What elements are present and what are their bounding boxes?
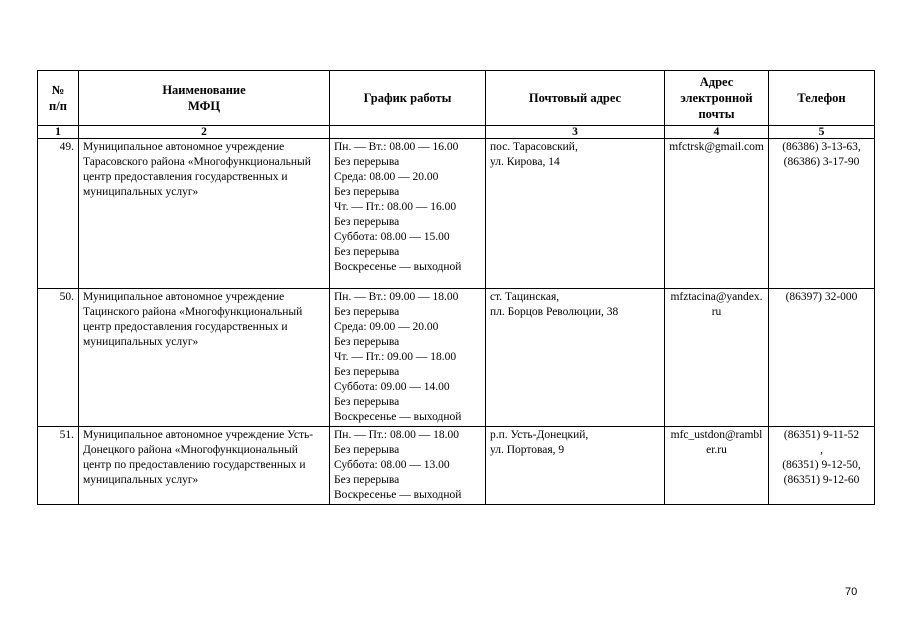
row-number: 50. bbox=[38, 289, 79, 427]
schedule-line: Среда: 08.00 — 20.00 bbox=[334, 171, 439, 183]
schedule-cell bbox=[330, 139, 486, 289]
column-number: 1 bbox=[38, 126, 79, 139]
email-cell: mfztacina@yandex.ru bbox=[665, 289, 769, 427]
header-address bbox=[486, 71, 665, 126]
phone-line: (86351) 9-11-52 bbox=[783, 429, 860, 441]
phone-line: (86386) 3-13-63, bbox=[782, 141, 861, 153]
schedule-cell bbox=[330, 427, 486, 505]
phone-line: (86386) 3-17-90 bbox=[783, 156, 860, 168]
schedule-line: Воскресенье — выходной bbox=[334, 261, 462, 273]
mfc-name: Муниципальное автономное учреждение Тацинского района «Многофункциональный центр предоставления государственных и муниципальных услуг» bbox=[79, 289, 330, 427]
header-name bbox=[79, 71, 330, 126]
phone-line: (86351) 9-12-60 bbox=[783, 474, 860, 486]
column-number: 5 bbox=[769, 126, 875, 139]
schedule-line: Чт. — Пт.: 08.00 — 16.00 bbox=[334, 201, 457, 213]
schedule-line: Без перерыва bbox=[334, 444, 400, 456]
address-cell bbox=[486, 427, 665, 505]
header-schedule bbox=[330, 71, 486, 126]
address-line: р.п. Усть-Донецкий, bbox=[490, 429, 589, 441]
schedule-line: Среда: 09.00 — 20.00 bbox=[334, 321, 439, 333]
schedule-line: Без перерыва bbox=[334, 474, 400, 486]
header-phone-text: Телефон bbox=[797, 91, 846, 105]
column-number: 4 bbox=[665, 126, 769, 139]
schedule-line: Чт. — Пт.: 09.00 — 18.00 bbox=[334, 351, 457, 363]
schedule-line: Пн. — Вт.: 09.00 — 18.00 bbox=[334, 291, 459, 303]
schedule-line: Без перерыва bbox=[334, 336, 400, 348]
schedule-line: Пн. — Вт.: 08.00 — 16.00 bbox=[334, 141, 459, 153]
row-number: 49. bbox=[38, 139, 79, 289]
mfc-table bbox=[37, 70, 875, 505]
mfc-name: Муниципальное автономное учреждение Тарасовского района «Многофункциональный центр предоставления государственных и муниципальных услуг» bbox=[79, 139, 330, 289]
email-cell: mfctrsk@gmail.com bbox=[665, 139, 769, 289]
schedule-line: Без перерыва bbox=[334, 246, 400, 258]
header-email-text: Адрес электронной почты bbox=[680, 75, 753, 121]
schedule-line: Без перерыва bbox=[334, 306, 400, 318]
phone-line: (86351) 9-12-50, bbox=[782, 459, 861, 471]
phone-cell bbox=[769, 427, 875, 505]
phone-line: , bbox=[820, 444, 823, 456]
phone-cell bbox=[769, 139, 875, 289]
address-line: ул. Кирова, 14 bbox=[490, 156, 560, 168]
header-phone bbox=[769, 71, 875, 126]
column-number-row bbox=[38, 126, 875, 139]
column-number bbox=[330, 126, 486, 139]
schedule-line: Воскресенье — выходной bbox=[334, 489, 462, 501]
schedule-line: Без перерыва bbox=[334, 186, 400, 198]
column-number: 2 bbox=[79, 126, 330, 139]
header-address-text: Почтовый адрес bbox=[528, 91, 622, 105]
header-num bbox=[38, 71, 79, 126]
schedule-line: Без перерыва bbox=[334, 156, 400, 168]
mfc-name: Муниципальное автономное учреждение Усть-Донецкого района «Многофункциональный центр по предоставлению государственных и муниципальных услуг» bbox=[79, 427, 330, 505]
table-row bbox=[38, 289, 875, 427]
header-row bbox=[38, 71, 875, 126]
table-row bbox=[38, 139, 875, 289]
address-line: пос. Тарасовский, bbox=[490, 141, 578, 153]
schedule-cell bbox=[330, 289, 486, 427]
address-line: ст. Тацинская, bbox=[490, 291, 560, 303]
address-cell bbox=[486, 289, 665, 427]
schedule-line: Воскресенье — выходной bbox=[334, 411, 462, 423]
schedule-line: Без перерыва bbox=[334, 216, 400, 228]
schedule-line: Суббота: 09.00 — 14.00 bbox=[334, 381, 450, 393]
schedule-line: Суббота: 08.00 — 15.00 bbox=[334, 231, 450, 243]
table-row bbox=[38, 427, 875, 505]
address-line: ул. Портовая, 9 bbox=[490, 444, 565, 456]
schedule-line: Без перерыва bbox=[334, 396, 400, 408]
schedule-line: Суббота: 08.00 — 13.00 bbox=[334, 459, 450, 471]
header-email bbox=[665, 71, 769, 126]
phone-cell bbox=[769, 289, 875, 427]
header-schedule-text: График работы bbox=[363, 91, 452, 105]
phone-line: (86397) 32-000 bbox=[785, 291, 858, 303]
header-name-text: Наименование МФЦ bbox=[162, 83, 246, 113]
schedule-line: Пн. — Пт.: 08.00 — 18.00 bbox=[334, 429, 459, 441]
address-line: пл. Борцов Революции, 38 bbox=[490, 306, 619, 318]
address-cell bbox=[486, 139, 665, 289]
header-num-text: № п/п bbox=[49, 83, 67, 113]
schedule-line: Без перерыва bbox=[334, 366, 400, 378]
column-number: 3 bbox=[486, 126, 665, 139]
email-cell: mfc_ustdon@rambler.ru bbox=[665, 427, 769, 505]
page-number: 70 bbox=[845, 586, 858, 598]
row-number: 51. bbox=[38, 427, 79, 505]
